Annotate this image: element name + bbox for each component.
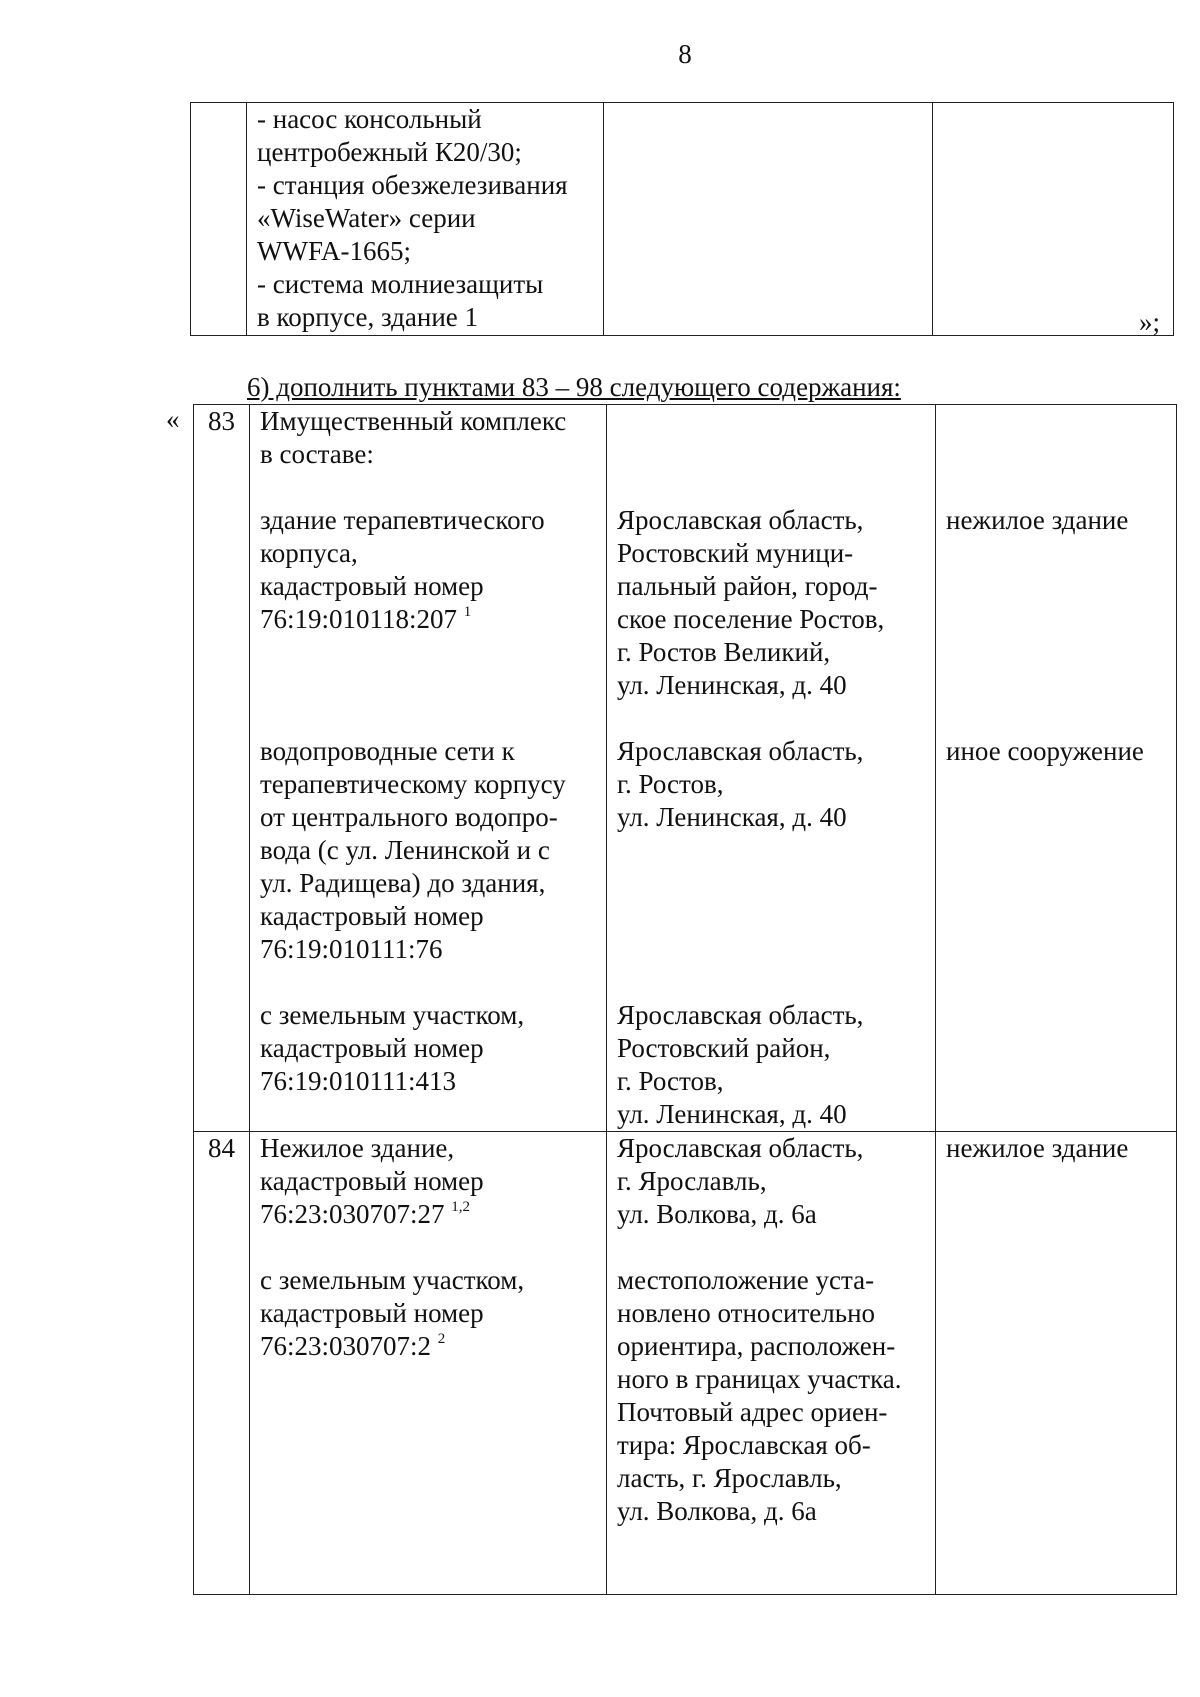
object-cell: [250, 1132, 607, 1595]
address-line: Ярославская область,: [617, 736, 864, 766]
address-line: новлено относительно: [617, 1298, 876, 1328]
address-line: пальный район, город-: [617, 571, 878, 601]
object-line: кадастровый номер: [260, 901, 484, 931]
address-line: г. Ростов Великий,: [617, 637, 831, 667]
object-line: в корпусе, здание 1: [257, 302, 479, 332]
object-line: центробежный К20/30;: [257, 137, 522, 167]
address-line: ул. Ленинская, д. 40: [617, 1099, 847, 1129]
object-line: с земельным участком,: [260, 1265, 525, 1295]
row-title-line: в составе:: [260, 439, 374, 469]
object-cell: [250, 405, 607, 1132]
object-line: - станция обезжелезивания: [257, 170, 568, 200]
footnote-marker: 2: [437, 1331, 446, 1347]
continued-table: [190, 102, 1174, 336]
address-line: Ярославская область,: [617, 1000, 864, 1030]
address-line: ул. Ленинская, д. 40: [617, 802, 847, 832]
object-line: корпуса,: [260, 538, 358, 568]
object-line: «WiseWater» серии: [257, 203, 476, 233]
object-line: водопроводные сети к: [260, 736, 515, 766]
object-line: 76:23:030707:2 $^2$: [260, 1331, 446, 1361]
type-cell: [936, 405, 1177, 1132]
object-line: WWFA-1665;: [257, 236, 411, 266]
address-line: ское поселение Ростов,: [617, 604, 885, 634]
object-line: 76:19:010118:207 $^1$: [260, 604, 472, 634]
address-line: тира: Ярославская об-: [617, 1430, 871, 1460]
address-cell: [607, 1132, 936, 1595]
address-line: ласть, г. Ярославль,: [617, 1463, 842, 1493]
object-line: 76:19:010111:413: [260, 1066, 457, 1096]
footnote-marker: 1,2: [451, 1199, 471, 1215]
footnote-marker: 1: [463, 604, 472, 620]
object-line: 76:19:010111:76: [260, 934, 443, 964]
table-row: [194, 405, 1177, 1132]
address-line: местоположение уста-: [617, 1265, 875, 1295]
address-line: Ростовский район,: [617, 1033, 831, 1063]
address-line: г. Ярославль,: [617, 1166, 767, 1196]
number-cell: [191, 103, 247, 336]
address-line: Ярославская область,: [617, 1133, 864, 1163]
address-line: ул. Ленинская, д. 40: [617, 670, 847, 700]
address-line: Почтовый адрес ориен-: [617, 1397, 888, 1427]
object-line: 76:23:030707:27 $^{1,2}$: [260, 1199, 471, 1229]
table-row: [194, 1132, 1177, 1595]
object-line: кадастровый номер: [260, 1298, 484, 1328]
address-line: г. Ростов,: [617, 1066, 724, 1096]
row-title-line: Имущественный комплекс: [260, 406, 567, 436]
object-line: от центрального водопро-: [260, 802, 558, 832]
address-line: г. Ростов,: [617, 769, 724, 799]
page-number: 8: [678, 39, 692, 69]
object-line: здание терапевтического: [260, 505, 545, 535]
type-cell: [936, 1132, 1177, 1595]
object-line: Нежилое здание,: [260, 1133, 455, 1163]
object-line: терапевтическому корпусу: [260, 769, 566, 799]
address-line: ориентира, расположен-: [617, 1331, 896, 1361]
address-line: Ростовский муници-: [617, 538, 854, 568]
address-line: ул. Волкова, д. 6а: [617, 1199, 817, 1229]
table-row: [191, 103, 1174, 336]
object-cell: [247, 103, 604, 336]
address-cell: [604, 103, 933, 336]
row-number: 83: [194, 405, 250, 1132]
object-line: - насос консольный: [257, 104, 482, 134]
address-line: ного в границах участка.: [617, 1364, 902, 1394]
property-table: [193, 404, 1177, 1595]
address-line: ул. Волкова, д. 6а: [617, 1496, 817, 1526]
object-line: - система молниезащиты: [257, 269, 544, 299]
type-cell: [933, 103, 1174, 336]
closing-quote: »;: [1139, 307, 1161, 337]
address-cell: [607, 405, 936, 1132]
property-type: нежилое здание: [946, 505, 1129, 535]
object-line: кадастровый номер: [260, 1033, 484, 1063]
address-line: Ярославская область,: [617, 505, 864, 535]
row-number: 84: [194, 1132, 250, 1595]
amendment-instruction: 6) дополнить пунктами 83 – 98 следующего содержания:: [247, 372, 901, 402]
object-line: кадастровый номер: [260, 571, 484, 601]
object-line: с земельным участком,: [260, 1000, 525, 1030]
property-type: иное сооружение: [946, 736, 1144, 766]
object-line: вода (с ул. Ленинской и с: [260, 835, 550, 865]
object-line: кадастровый номер: [260, 1166, 484, 1196]
object-line: ул. Радищева) до здания,: [260, 868, 546, 898]
property-type: нежилое здание: [946, 1133, 1129, 1163]
opening-quote: «: [166, 404, 180, 434]
